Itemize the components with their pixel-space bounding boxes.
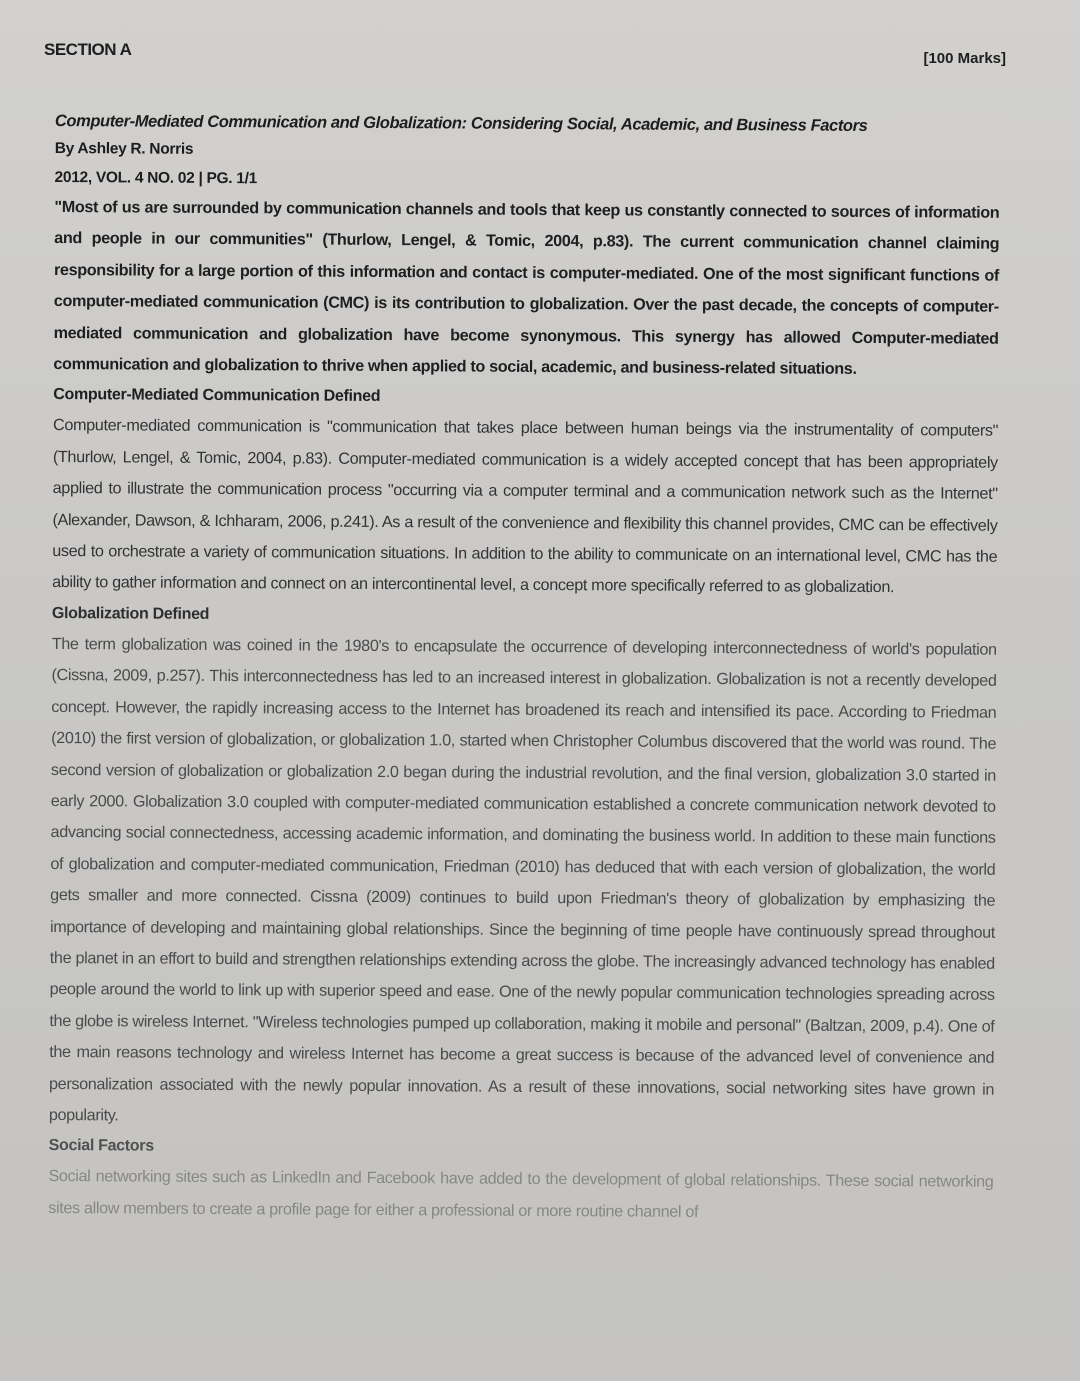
intro-paragraph: "Most of us are surrounded by communication channels and tools that keep us constantly connected to sources of information and people in our communities" (Thurlow, Lengel, & Tomic, 2004, p.83). The current communication channel claiming responsibility for a large portion of this information and contact is computer-mediated. One of the most significant functions of computer-mediated communication (CMC) is its contribution to globalization. Over the past decade, the concepts of computer-mediated communication and globalization have become synonymous. This synergy has allowed Computer-mediated communication and globalization to thrive when applied to social, academic, and business-related situations.	[53, 197, 1000, 378]
article	[48, 108, 1000, 1230]
section-label: SECTION A	[44, 40, 132, 59]
cmc-paragraph: Computer-mediated communication is "communication that takes place between human beings via the instrumentality of computers" (Thurlow, Lengel, & Tomic, 2004, p.83). Computer-mediated communication is a widely accepted concept that has been appropriately applied to illustrate the communication process "occurring via a computer terminal and a communication network such as the Internet" (Alexander, Dawson, & Ichharam, 2006, p.241). As a result of the convenience and flexibility this channel provides, CMC can be effectively used to orchestrate a variety of communication situations. In addition to the ability to communicate on an international level, CMC has the ability to gather information and connect on an intercontinental level, a concept more specifically referred to as globalization.	[52, 416, 999, 597]
globalization-heading: Globalization Defined	[51, 604, 210, 623]
social-heading: Social Factors	[48, 1137, 154, 1155]
article-title: Computer-Mediated Communication and Globalization: Considering Social, Academic, and Business Factors	[54, 111, 868, 135]
globalization-paragraph: The term globalization was coined in the 1980's to encapsulate the occurrence of developing interconnectedness of world's population (Cissna, 2009, p.257). This interconnectedness has led to an increased interest in globalization. Globalization is not a recently developed concept. However, the rapidly increasing access to the Internet has broadened its reach and intensified its pace. According to Friedman (2010) the first version of globalization, or globalization 1.0, started when Christopher Columbus discovered that the world was round. The second version of globalization or globalization 2.0 began during the industrial revolution, and the final version, globalization 3.0 started in early 2000. Globalization 3.0 coupled with computer-mediated communication established a concrete communication network devoted to advancing social connectedness, accessing academic information, and dominating the business world. In addition to these main functions of globalization and computer-mediated communication, Friedman (2010) has deduced that with each version of globalization, the world gets smaller and more connected. Cissna (2009) continues to build upon Friedman's theory of globalization by emphasizing the importance of developing and maintaining global relationships. Since the beginning of time people have continuously spread throughout the planet in an effort to build and strengthen relationships extending across the globe. The increasingly advanced technology has enabled people around the world to link up with superior speed and ease. One of the newly popular communication technologies spreading across the globe is wireless Internet. "Wireless technologies pumped up collaboration, making it mobile and personal" (Baltzan, 2009, p.4). One of the main reasons technology and wireless Internet has become a great success is because of the advanced level of convenience and personalization associated with the newly popular innovation. As a result of these innovations, social networking sites have grown in popularity.	[48, 634, 997, 1125]
marks-label: [100 Marks]	[923, 50, 1006, 67]
header-row	[44, 40, 1006, 70]
social-paragraph: Social networking sites such as LinkedIn and Facebook have added to the development of global relationships. These social networking sites allow members to create a profile page for either a professional or more routine channel of	[48, 1167, 994, 1221]
article-author: By Ashley R. Norris	[54, 139, 194, 158]
cmc-heading: Computer-Mediated Communication Defined	[53, 386, 381, 406]
article-volume: 2012, VOL. 4 NO. 02 | PG. 1/1	[54, 168, 258, 188]
